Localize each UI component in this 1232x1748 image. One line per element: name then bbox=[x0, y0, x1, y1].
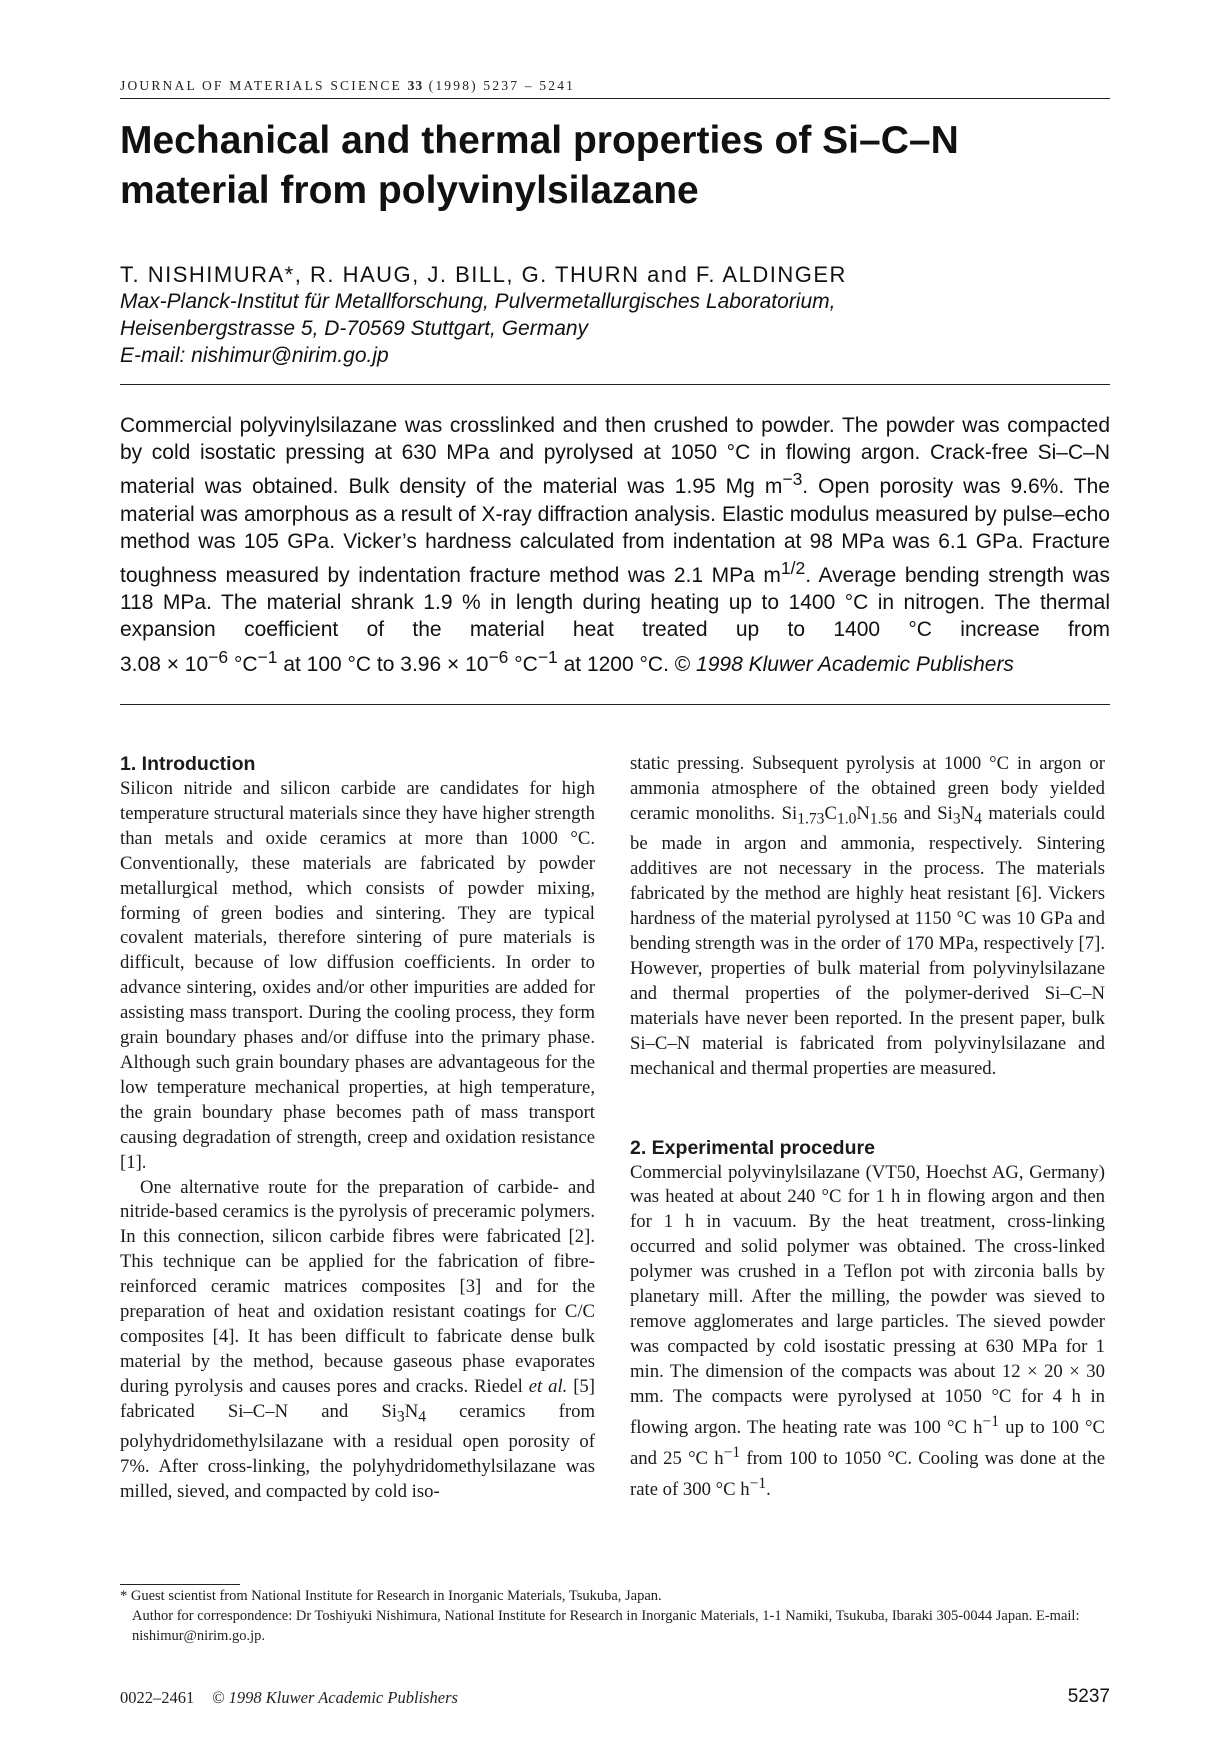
intro-text: ceramics from polyhydridomethylsilazane with a residual open porosity of 7%. After cross-linking, the polyhydridomethylsilazane was milled, sieved, and compacted by cold iso- bbox=[120, 1400, 595, 1503]
experimental-paragraph bbox=[630, 1161, 1105, 1503]
intro-text: static pressing. Subsequent pyrolysis at 1000 °C in argon or ammonia atmosphere of the obtained green body yielded ceramic monoliths. Si bbox=[630, 753, 1105, 824]
footnotes bbox=[120, 1586, 1110, 1646]
subscript: 3 bbox=[396, 1408, 405, 1426]
abstract-text-4: 3.08 × 10 bbox=[120, 652, 209, 676]
abstract-text-4: at 100 °C to 3.96 × 10 bbox=[277, 652, 489, 676]
intro-text: N bbox=[404, 1400, 419, 1422]
title-line-1: Mechanical and thermal properties of Si–C–N bbox=[120, 119, 959, 162]
section-heading-introduction: 1. Introduction bbox=[120, 753, 256, 775]
right-column bbox=[630, 752, 1105, 1503]
intro-paragraph-1: Silicon nitride and silicon carbide are candidates for high temperature structural materials since they have higher strength than metals and oxide ceramics at more than 1000 °C. Conventionally, these materials are fabricated by powder metallurgical method, which consists of powder mixing, forming of green bodies and sintering. They are typical covalent materials, therefore sintering of pure materials is difficult, because of low diffusion coefficients. In order to advance sintering, oxides and/or other impurities are added for assisting mass transport. During the cooling process, they form grain boundary phases and/or diffuse into the primary phase. Although such grain boundary phases are advantageous for the low temperature mechanical properties, at high temperature, the grain boundary phase becomes path of mass transport causing degradation of strength, creep and oxidation resistance [1]. bbox=[120, 778, 595, 1173]
et-al-italic: et al. bbox=[528, 1375, 568, 1397]
abstract-text-4: at 1200 °C. bbox=[557, 652, 675, 676]
title-line-2: material from polyvinylsilazane bbox=[120, 169, 699, 212]
intro-text: N bbox=[856, 802, 870, 824]
abstract bbox=[120, 412, 1110, 678]
subscript: 1.0 bbox=[836, 810, 857, 828]
section-heading-experimental: 2. Experimental procedure bbox=[630, 1136, 875, 1159]
abstract-exponent: −1 bbox=[537, 646, 558, 667]
footnote-rule bbox=[120, 1584, 240, 1585]
intro-text: C bbox=[824, 802, 837, 824]
affiliation-line-1: Max-Planck-Institut für Metallforschung, Pulvermetallurgisches Laboratorium, bbox=[120, 290, 836, 313]
subscript: 4 bbox=[418, 1408, 426, 1426]
abstract-exponent: 1/2 bbox=[780, 558, 806, 579]
subscript: 1.73 bbox=[797, 810, 825, 828]
abstract-text-2: . Open porosity was 9.6%. The material was amorphous as a result of X-ray diffraction analysis. Elastic modulus measured by pulse–echo method was 105 GPa. Vicker’s hardness calculated from indentation at 98 MPa was 6.1 GPa. Fracture toughness measured by indentation fracture method was 2.1 MPa m bbox=[120, 475, 1110, 588]
abstract-top-rule bbox=[120, 384, 1110, 385]
experimental-text: from 100 to 1050 °C. Cooling was done at the rate of 300 °C h bbox=[630, 1447, 1106, 1501]
author-email[interactable]: E-mail: nishimur@nirim.go.jp bbox=[120, 344, 389, 367]
journal-volume: 33 bbox=[407, 78, 424, 93]
intro-paragraph-2 bbox=[120, 1176, 595, 1506]
superscript: −1 bbox=[723, 1443, 741, 1461]
abstract-exponent: −3 bbox=[782, 469, 803, 490]
superscript: −1 bbox=[749, 1474, 767, 1492]
intro-text: [5] fabricated Si–C–N and Si bbox=[120, 1375, 595, 1422]
abstract-text-4: °C bbox=[508, 652, 538, 676]
intro-text: One alternative route for the preparation of carbide- and nitride-based ceramics is the pyrolysis of preceramic polymers. In this connection, silicon carbide fibres were fabricated [2]. This technique can be applied for the fabrication of fibre-reinforced ceramic matrices composites [3] and for the preparation of heat and oxidation resistant coatings for C/C composites [4]. It has been difficult to fabricate dense bulk material by the method, because gaseous phase evaporates during pyrolysis and causes pores and cracks. Riedel bbox=[120, 1176, 595, 1397]
author-list: T. NISHIMURA*, R. HAUG, J. BILL, G. THURN and F. ALDINGER bbox=[120, 262, 847, 287]
footer-publisher: © 1998 Kluwer Academic Publishers bbox=[212, 1688, 458, 1707]
journal-year-pages: (1998) 5237 – 5241 bbox=[428, 78, 576, 93]
experimental-text: . bbox=[766, 1479, 771, 1501]
running-head bbox=[120, 78, 1110, 99]
experimental-text: up to 100 °C and 25 °C h bbox=[630, 1416, 1105, 1469]
subscript: 4 bbox=[974, 810, 982, 828]
abstract-text-4: °C bbox=[228, 652, 258, 676]
issn: 0022–2461 bbox=[120, 1688, 195, 1707]
left-column bbox=[120, 752, 595, 1505]
abstract-exponent: −6 bbox=[488, 646, 509, 667]
superscript: −1 bbox=[982, 1412, 1000, 1430]
affiliation bbox=[120, 288, 1110, 369]
abstract-text-3: . Average bending strength was 118 MPa. The material shrank 1.9 % in length during heating up to 1400 °C in nitrogen. The thermal expansion coefficient of the material heat treated up to 1400 °C increase from bbox=[120, 564, 1110, 642]
abstract-exponent: −6 bbox=[208, 646, 229, 667]
copyright-symbol: © bbox=[674, 652, 691, 676]
subscript: 3 bbox=[952, 810, 961, 828]
abstract-exponent: −1 bbox=[257, 646, 278, 667]
intro-text: N bbox=[960, 802, 975, 824]
subscript: 1.56 bbox=[869, 810, 898, 828]
intro-text: and Si bbox=[897, 802, 953, 824]
footnote-1: * Guest scientist from National Institute for Research in Inorganic Materials, Tsukuba, Japan. bbox=[120, 1588, 662, 1604]
abstract-text-1: Commercial polyvinylsilazane was crosslinked and then crushed to powder. The powder was compacted by cold isostatic pressing at 630 MPa and pyrolysed at 1050 °C in flowing argon. Crack-free Si–C–N material was obtained. Bulk density of the material was 1.95 Mg m bbox=[120, 414, 1110, 499]
abstract-bottom-rule bbox=[120, 704, 1110, 705]
section-gap bbox=[630, 1082, 1105, 1136]
abstract-last-line bbox=[120, 646, 1014, 676]
intro-paragraph-2-continued bbox=[630, 752, 1105, 1082]
affiliation-line-2: Heisenbergstrasse 5, D-70569 Stuttgart, Germany bbox=[120, 317, 589, 340]
page-number: 5237 bbox=[1067, 1686, 1110, 1707]
copyright-text: 1998 Kluwer Academic Publishers bbox=[690, 652, 1014, 676]
intro-text: materials could be made in argon and ammonia, respectively. Sintering additives are not necessary in the process. The materials fabricated by the method are highly heat resistant [6]. Vickers hardness of the material pyrolysed at 1150 °C was 10 GPa and bending strength was in the order of 170 MPa, respectively [7]. However, properties of bulk material from polyvinylsilazane and thermal properties of the polymer-derived Si–C–N materials have never been reported. In the present paper, bulk Si–C–N material is fabricated from polyvinylsilazane and mechanical and thermal properties are measured. bbox=[630, 802, 1105, 1079]
experimental-text: Commercial polyvinylsilazane (VT50, Hoechst AG, Germany) was heated at about 240 °C for 1 h in flowing argon and then for 1 h in vacuum. By the heat treatment, cross-linking occurred and solid polymer was obtained. The cross-linked polymer was crushed in a Teflon pot with zirconia balls by planetary mill. After the milling, the powder was sieved to remove agglomerates and large particles. The sieved powder was compacted by cold isostatic pressing at 630 MPa for 1 min. The dimension of the compacts was about 12 × 20 × 30 mm. The compacts were pyrolysed at 1050 °C for 4 h in flowing argon. The heating rate was 100 °C h bbox=[630, 1161, 1105, 1438]
journal-name: JOURNAL OF MATERIALS SCIENCE bbox=[120, 78, 402, 93]
footnote-2: Author for correspondence: Dr Toshiyuki Nishimura, National Institute for Research in Inorganic Materials, 1-1 Namiki, Tsukuba, Ibaraki 305-0044 Japan. E-mail: nishimur@nirim.go.jp. bbox=[132, 1608, 1080, 1644]
paper-title bbox=[120, 116, 1110, 216]
